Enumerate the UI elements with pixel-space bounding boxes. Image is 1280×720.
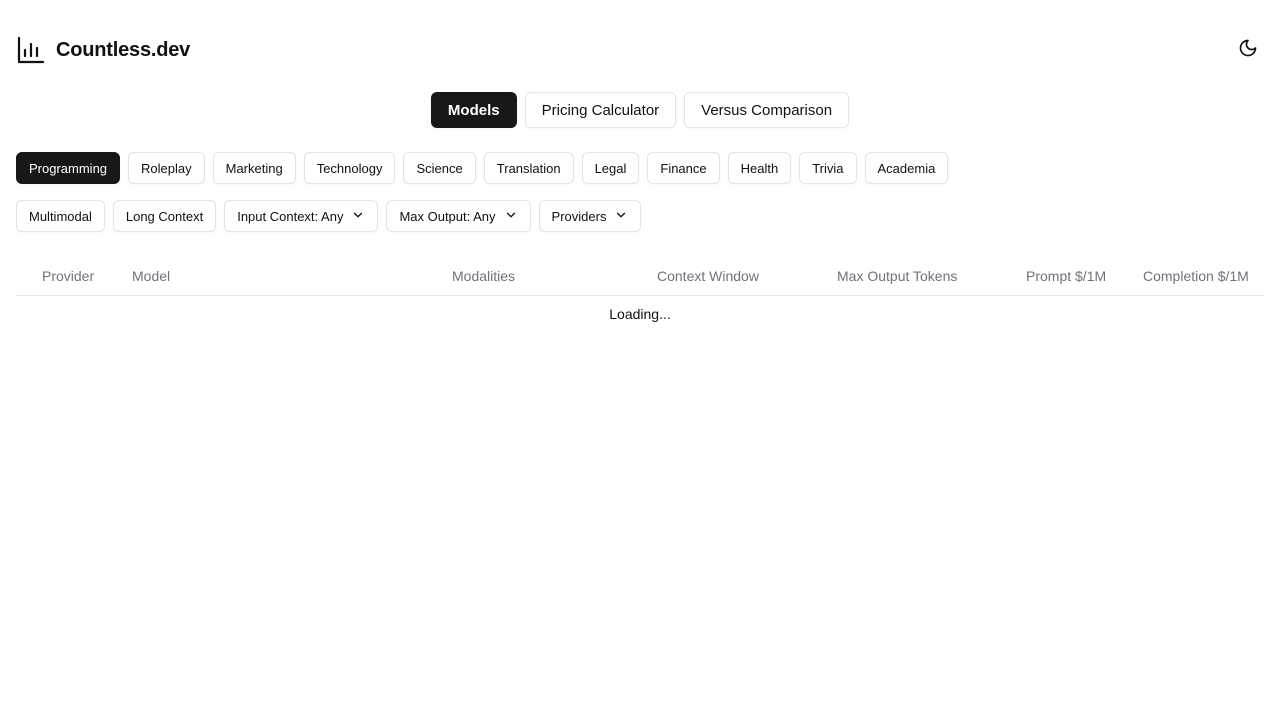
category-health[interactable]: Health — [728, 152, 792, 184]
multimodal-toggle[interactable] — [16, 200, 105, 232]
providers-dropdown[interactable] — [539, 200, 642, 232]
input-context-label: Input Context: Any — [237, 208, 344, 224]
category-finance[interactable]: Finance — [647, 152, 719, 184]
category-science[interactable]: Science — [403, 152, 475, 184]
tab-pricing-calculator[interactable]: Pricing Calculator — [525, 92, 677, 128]
tab-versus-comparison[interactable]: Versus Comparison — [684, 92, 849, 128]
chevron-down-icon — [614, 208, 628, 225]
max-output-label: Max Output: Any — [399, 208, 496, 224]
column-provider[interactable]: Provider — [42, 268, 95, 284]
brand-name: Countless.dev — [56, 38, 191, 61]
secondary-filters — [16, 200, 641, 232]
category-technology[interactable]: Technology — [304, 152, 396, 184]
category-legal[interactable]: Legal — [582, 152, 640, 184]
loading-status — [16, 296, 1264, 332]
multimodal-label: Multimodal — [29, 208, 92, 224]
loading-text: Loading... — [609, 306, 671, 322]
column-completion-price[interactable]: Completion $/1M — [1143, 268, 1249, 284]
category-trivia[interactable]: Trivia — [799, 152, 856, 184]
long-context-label: Long Context — [125, 208, 204, 224]
column-modalities[interactable]: Modalities — [452, 268, 516, 284]
max-output-dropdown[interactable] — [386, 200, 530, 232]
category-translation[interactable]: Translation — [484, 152, 574, 184]
moon-icon — [1238, 38, 1258, 63]
header — [16, 32, 1264, 68]
theme-toggle-button[interactable] — [1232, 34, 1264, 66]
table-header — [16, 256, 1264, 296]
column-model[interactable]: Model — [132, 268, 171, 284]
chevron-down-icon — [351, 208, 365, 225]
providers-label: Providers — [551, 208, 607, 224]
long-context-toggle[interactable] — [113, 200, 216, 232]
category-programming[interactable]: Programming — [16, 152, 120, 184]
category-filters — [16, 152, 948, 184]
input-context-dropdown[interactable] — [224, 200, 378, 232]
category-academia[interactable]: Academia — [865, 152, 949, 184]
tab-models[interactable]: Models — [431, 92, 517, 128]
models-table — [16, 256, 1264, 332]
column-prompt-price[interactable]: Prompt $/1M — [1026, 268, 1107, 284]
column-context-window[interactable]: Context Window — [657, 268, 759, 284]
brand[interactable] — [16, 35, 190, 65]
category-roleplay[interactable]: Roleplay — [128, 152, 205, 184]
category-marketing[interactable]: Marketing — [213, 152, 296, 184]
bar-chart-icon — [16, 35, 46, 65]
column-max-output-tokens[interactable]: Max Output Tokens — [837, 268, 958, 284]
nav-tabs — [0, 92, 1280, 128]
chevron-down-icon — [504, 208, 518, 225]
